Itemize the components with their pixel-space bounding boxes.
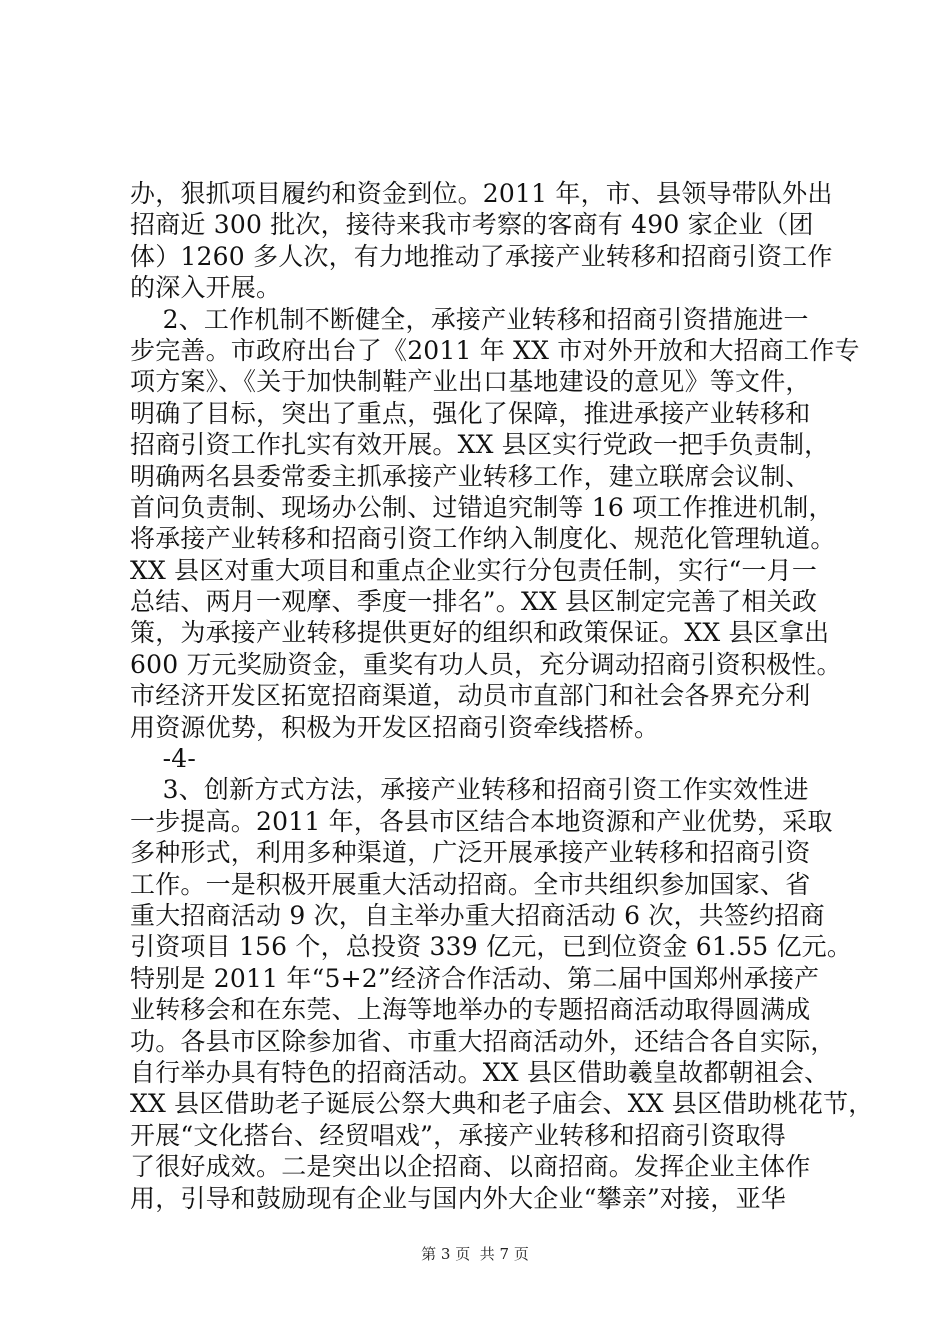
text-line: 用，引导和鼓励现有企业与国内外大企业“攀亲”对接，亚华	[130, 1183, 786, 1213]
document-body	[130, 178, 874, 1214]
text-line: XX 县区对重大项目和重点企业实行分包责任制，实行“一月一	[130, 555, 818, 585]
text-line: 总结、两月一观摩、季度一排名”。XX 县区制定完善了相关政	[130, 587, 818, 617]
text-line: 多种形式，利用多种渠道，广泛开展承接产业转移和招商引资	[130, 838, 811, 868]
text-line: 2、工作机制不断健全，承接产业转移和招商引资措施进一	[130, 304, 809, 334]
text-line: 招商近 300 批次，接待来我市考察的客商有 490 家企业（团	[130, 210, 814, 240]
text-line: 功。各县市区除参加省、市重大招商活动外，还结合各自实际，	[130, 1026, 836, 1056]
text-line: 招商引资工作扎实有效开展。XX 县区实行党政一把手负责制，	[130, 430, 830, 460]
text-line: 明确了目标，突出了重点，强化了保障，推进承接产业转移和	[130, 398, 811, 428]
page-footer	[0, 1244, 950, 1264]
text-line: XX 县区借助老子诞辰公祭大典和老子庙会、XX 县区借助桃花节，	[130, 1089, 874, 1119]
text-line: 步完善。市政府出台了《2011 年 XX 市对外开放和大招商工作专	[130, 335, 860, 365]
text-line: 工作。一是积极开展重大活动招商。全市共组织参加国家、省	[130, 869, 811, 899]
text-line: 用资源优势，积极为开发区招商引资牵线搭桥。	[130, 712, 660, 742]
text-line: 办，狠抓项目履约和资金到位。2011 年，市、县领导带队外出	[130, 179, 833, 208]
text-line: 引资项目 156 个，总投资 339 亿元，已到位资金 61.55 亿元。	[130, 932, 853, 962]
text-line: 一步提高。2011 年，各县市区结合本地资源和产业优势，采取	[130, 806, 833, 836]
text-line: 首问负责制、现场办公制、过错追究制等 16 项工作推进机制，	[130, 492, 834, 522]
text-line: 明确两名县委常委主抓承接产业转移工作，建立联席会议制、	[130, 461, 811, 491]
text-line: 3、创新方式方法，承接产业转移和招商引资工作实效性进	[130, 775, 809, 805]
page-number-marker: -4-	[130, 744, 196, 774]
text-line: 重大招商活动 9 次，自主举办重大招商活动 6 次，共签约招商	[130, 900, 825, 930]
text-line: 策，为承接产业转移提供更好的组织和政策保证。XX 县区拿出	[130, 618, 830, 648]
page-count-label: 第 3 页 共 7 页	[421, 1245, 529, 1263]
text-line: 将承接产业转移和招商引资工作纳入制度化、规范化管理轨道。	[130, 524, 836, 554]
text-line: 了很好成效。二是突出以企招商、以商招商。发挥企业主体作	[130, 1152, 811, 1182]
text-line: 的深入开展。	[130, 273, 282, 303]
text-line: 自行举办具有特色的招商活动。XX 县区借助羲皇故都朝祖会、	[130, 1057, 830, 1087]
text-line: 业转移会和在东莞、上海等地举办的专题招商活动取得圆满成	[130, 995, 811, 1025]
text-line: 市经济开发区拓宽招商渠道，动员市直部门和社会各界充分利	[130, 681, 811, 711]
text-line: 600 万元奖励资金，重奖有功人员，充分调动招商引资积极性。	[130, 649, 842, 679]
text-line: 体）1260 多人次，有力地推动了承接产业转移和招商引资工作	[130, 241, 833, 271]
text-line: 项方案》、《关于加快制鞋产业出口基地建设的意见》等文件，	[130, 367, 811, 397]
text-line: 特别是 2011 年“5+2”经济合作活动、第二届中国郑州承接产	[130, 963, 820, 993]
text-line: 开展“文化搭台、经贸唱戏”，承接产业转移和招商引资取得	[130, 1120, 786, 1150]
